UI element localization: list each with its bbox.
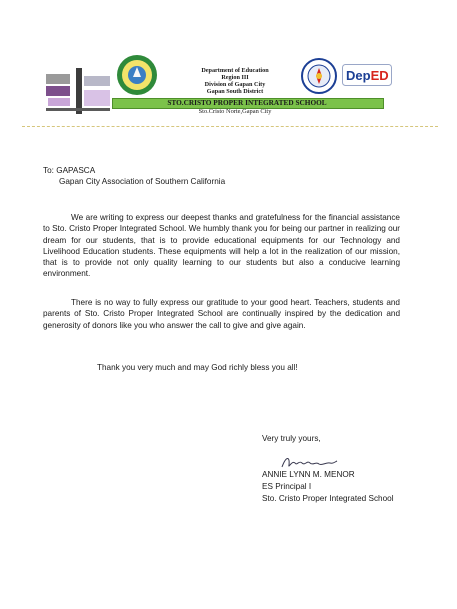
letterhead-decoration xyxy=(46,68,110,114)
signatory-name: ANNIE LYNN M. MENOR xyxy=(262,470,355,479)
signatory-school: Sto. Cristo Proper Integrated School xyxy=(262,494,394,503)
svg-text:DepED: DepED xyxy=(346,68,389,83)
paragraph-thanks: We are writing to express our deepest thanks and gratefulness for the financial assistance to Sto. Cristo Proper Integrated School. We humbly thank you for being our partner in realizing our dream for our students, that is to provide educational equipments for our Technology and Livelihood Education students. These equipments will help a lot in the realization of our mission, that is to provide not only quality learning to our students but also a conducive learning environment. xyxy=(43,213,400,279)
handwritten-signature xyxy=(280,454,338,470)
recipient-organization: Gapan City Association of Southern California xyxy=(59,177,226,186)
department-name: Department of Education xyxy=(201,67,269,74)
letterhead-divider xyxy=(22,126,438,127)
recipient-line: To: GAPASCA xyxy=(43,166,96,175)
school-name: STO.CRISTO PROPER INTEGRATED SCHOOL xyxy=(167,98,327,107)
district-name: Gapan South District xyxy=(206,88,264,95)
paragraph-gratitude: There is no way to fully express our gratitude to your good heart. Teachers, students and parents of Sto. Cristo Proper Integrated School are continually inspired by the dedication and generosity of donors like you who answer the call to give and give again. xyxy=(43,298,400,330)
signatory-title: ES Principal I xyxy=(262,482,312,491)
closing-salutation: Very truly yours, xyxy=(262,434,321,443)
division-name: Division of Gapan City xyxy=(204,81,266,88)
school-address: Sto.Cristo Norte,Gapan City xyxy=(198,108,272,115)
paragraph-blessing: Thank you very much and may God richly bless you all! xyxy=(97,363,298,372)
deped-logo xyxy=(342,64,392,86)
letterhead-text xyxy=(150,67,320,95)
region-name: Region III xyxy=(221,74,249,81)
